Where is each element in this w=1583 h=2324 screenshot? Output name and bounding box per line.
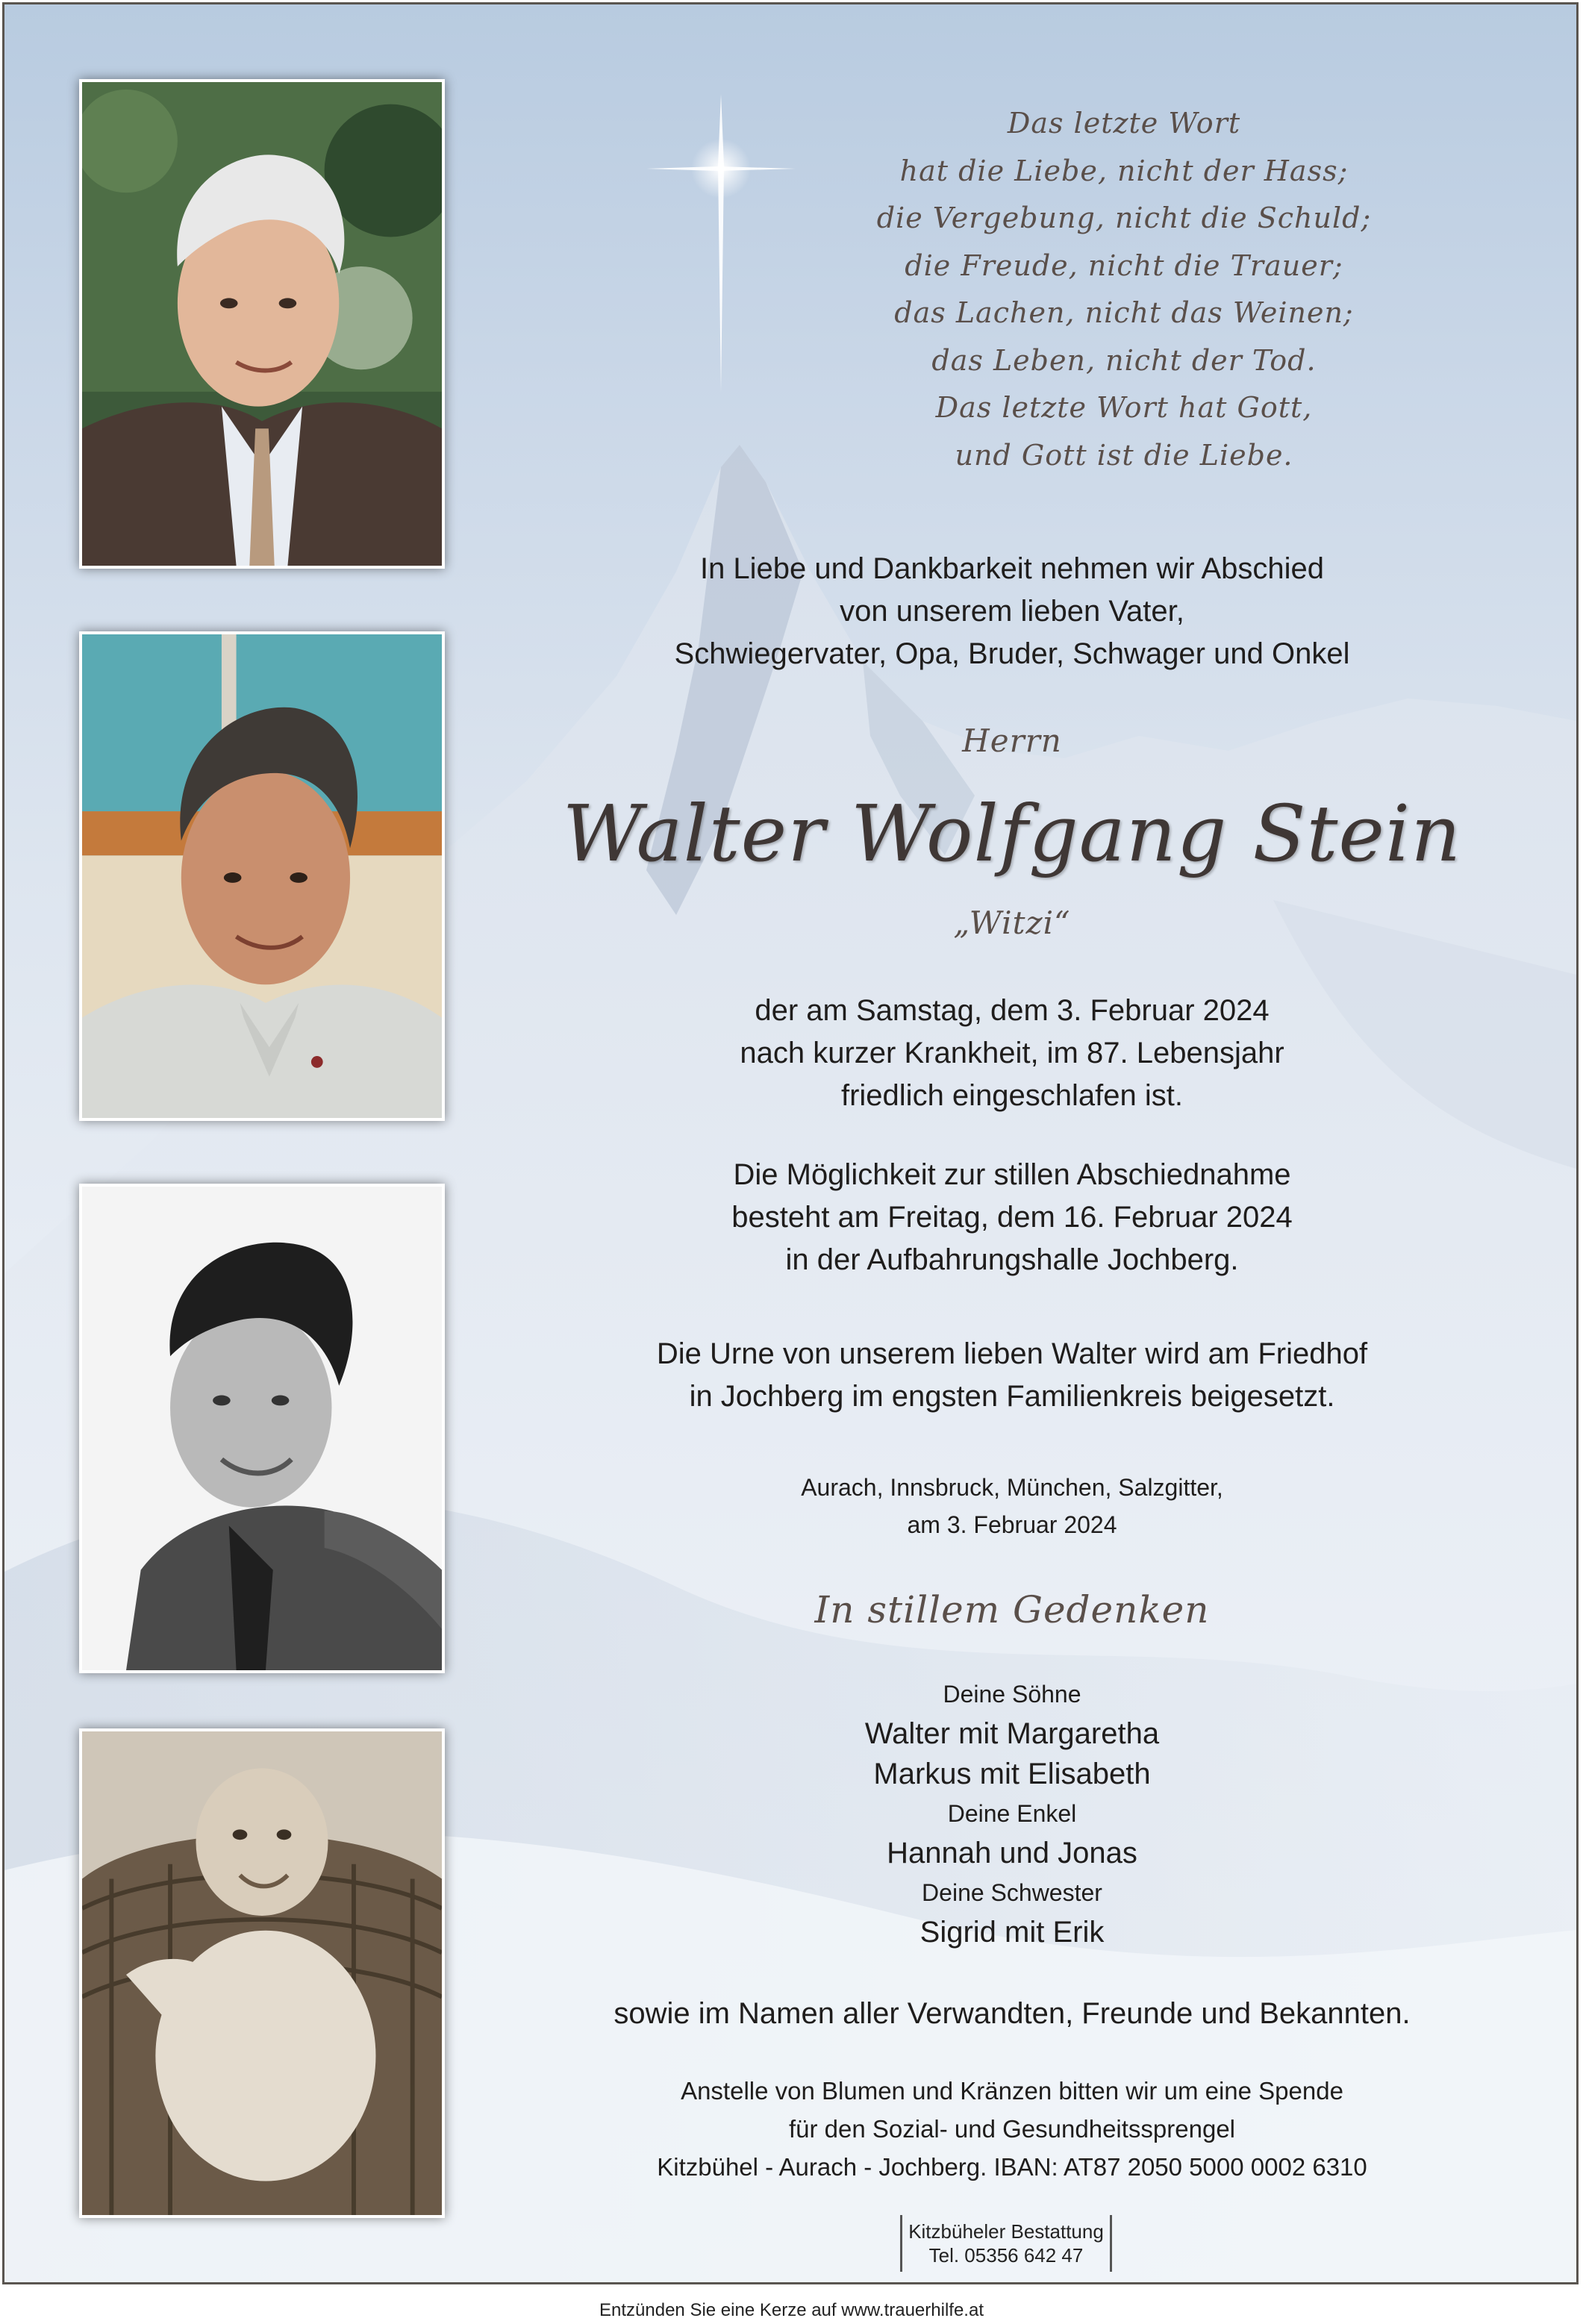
poem-line: das Leben, nicht der Tod. [931,343,1317,377]
family-member: Walter mit Margaretha [864,1717,1160,1750]
poem [721,100,1527,479]
place-line: Aurach, Innsbruck, München, Salzgitter, [801,1474,1223,1501]
funeral-home-phone: Tel. 05356 642 47 [928,2244,1084,2267]
obituary-card [2,2,1579,2284]
portrait-photo-young-bw [79,1184,445,1673]
death-line: der am Samstag, dem 3. Februar 2024 [755,994,1270,1027]
death-line: friedlich eingeschlafen ist. [840,1079,1184,1112]
portrait-photo-elderly [79,79,445,569]
poem-line: die Vergebung, nicht die Schuld; [876,202,1372,234]
urn-line: in Jochberg im engsten Familienkreis beigesetzt. [689,1380,1335,1413]
funeral-home-name: Kitzbüheler Bestattung [908,2220,1104,2243]
farewell-line: Die Möglichkeit zur stillen Abschiednahme [733,1158,1291,1191]
family-list [527,1675,1497,1952]
death-line: nach kurzer Krankheit, im 87. Lebensjahr [740,1037,1284,1069]
death-notice [527,990,1497,1117]
intro-line: von unserem lieben Vater, [840,595,1184,628]
farewell-line: in der Aufbahrungshalle Jochberg. [785,1243,1239,1276]
others-line: sowie im Namen aller Verwandten, Freunde und Bekannten. [613,1997,1411,2030]
portrait-photo-baby-sepia [79,1728,445,2218]
salutation: Herrn [962,722,1062,759]
intro-line: In Liebe und Dankbarkeit nehmen wir Abschied [699,552,1325,585]
poem-line: Das letzte Wort [1007,107,1241,140]
urn-info [527,1333,1497,1418]
footer-link-text[interactable]: Entzünden Sie eine Kerze auf www.trauerhilfe.at [599,2300,984,2320]
family-relation: Deine Enkel [947,1800,1077,1827]
donation-request [527,2072,1497,2186]
poem-line: das Lachen, nicht das Weinen; [894,296,1354,329]
intro-text [527,548,1497,675]
intro-line: Schwiegervater, Opa, Bruder, Schwager und Onkel [674,637,1350,670]
family-member: Hannah und Jonas [887,1837,1137,1869]
donation-line: Kitzbühel - Aurach - Jochberg. IBAN: AT87 2050 5000 0002 6310 [657,2153,1367,2181]
funeral-home-box [900,2215,1112,2272]
donation-line: Anstelle von Blumen und Kränzen bitten wir um eine Spende [681,2077,1343,2105]
poem-line: Das letzte Wort hat Gott, [935,391,1313,424]
farewell-line: besteht am Freitag, dem 16. Februar 2024 [731,1201,1293,1234]
deceased-name: Walter Wolfgang Stein [562,788,1462,879]
poem-line: und Gott ist die Liebe. [955,438,1293,472]
farewell-info [527,1154,1497,1281]
poem-line: die Freude, nicht die Trauer; [905,249,1343,282]
family-relation: Deine Schwester [922,1879,1102,1906]
family-member: Sigrid mit Erik [919,1916,1105,1949]
place-line: am 3. Februar 2024 [907,1511,1117,1538]
family-relation: Deine Söhne [943,1681,1081,1708]
family-member: Markus mit Elisabeth [873,1758,1151,1790]
donation-line: für den Sozial- und Gesundheitssprengel [788,2115,1236,2143]
nickname: „Witzi“ [953,905,1071,941]
portrait-photo-middle-aged [79,631,445,1121]
place-and-date [527,1469,1497,1543]
poem-line: hat die Liebe, nicht der Hass; [899,154,1349,187]
memorial-heading: In stillem Gedenken [814,1588,1210,1631]
urn-line: Die Urne von unserem lieben Walter wird am Friedhof [656,1337,1368,1370]
